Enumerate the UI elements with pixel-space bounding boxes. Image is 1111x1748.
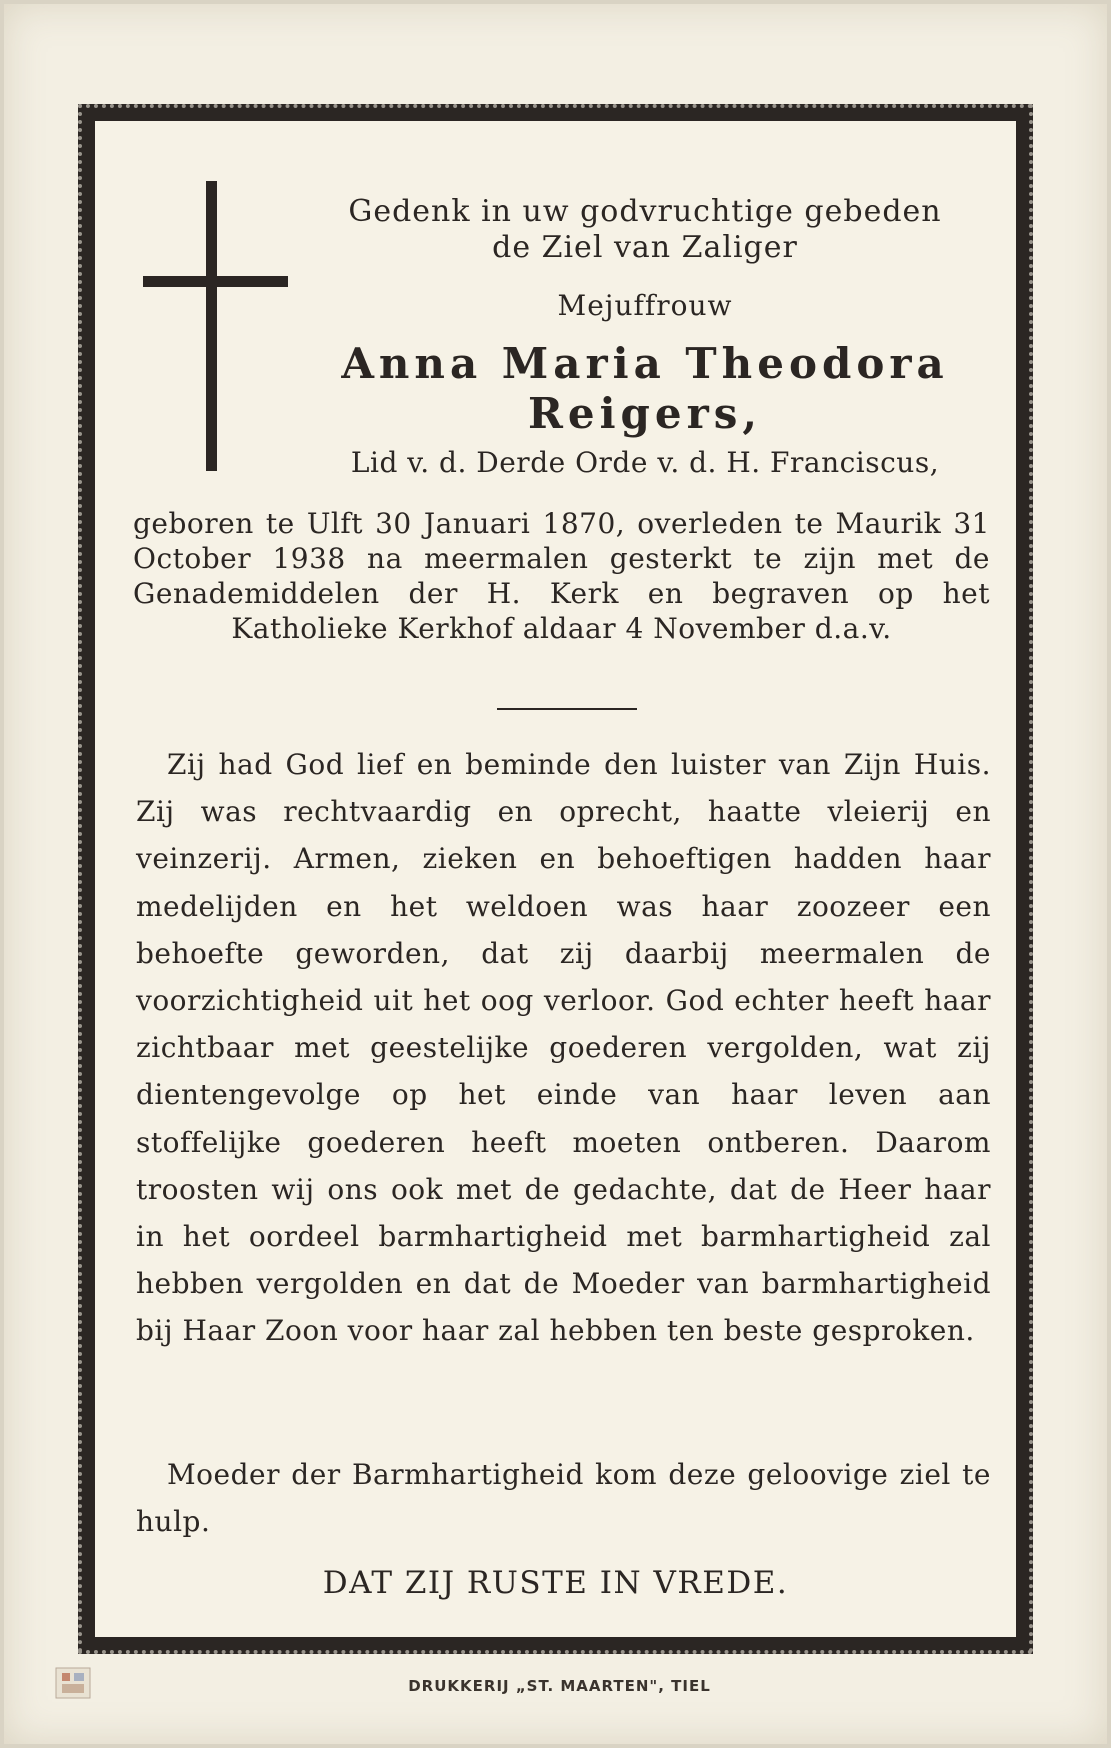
intro-line-2: de Ziel van Zaliger bbox=[492, 230, 798, 265]
cross-icon bbox=[143, 181, 288, 471]
membership: Lid v. d. Derde Orde v. d. H. Franciscus, bbox=[350, 446, 940, 479]
deceased-surname: Reigers, bbox=[527, 389, 763, 438]
title: Mejuffrouw bbox=[557, 289, 733, 322]
prayer: Moeder der Barmhartigheid kom deze geloovige ziel te hulp. bbox=[136, 1458, 991, 1539]
divider bbox=[497, 708, 637, 710]
printer-credit: DRUKKERIJ „ST. MAARTEN", TIEL bbox=[408, 1677, 711, 1695]
intro-line-1: Gedenk in uw godvruchtige gebeden bbox=[348, 194, 942, 229]
life-details: geboren te Ulft 30 Januari 1870, overleden te Maurik 31 October 1938 na meermalen gesterkt te zijn met de Genademiddelen der H. Kerk en begraven op het Katholieke Kerkhof aldaar 4 November d.a.v. bbox=[133, 507, 990, 645]
memorial-card bbox=[4, 4, 1107, 1744]
black-border-frame bbox=[78, 104, 1033, 1654]
deceased-name: Anna Maria Theodora bbox=[341, 339, 949, 388]
closing-line: DAT ZIJ RUSTE IN VREDE. bbox=[322, 1565, 789, 1601]
biography: Zij had God lief en beminde den luister van Zijn Huis. Zij was rechtvaardig en oprecht, haatte vleierij en veinzerij. Armen, zieken en behoeftigen hadden haar medelijden en het weldoen was haar zoozeer een behoefte geworden, dat zij daarbij meermalen de voorzichtigheid uit het oog verloor. God echter heeft haar zichtbaar met geestelijke goederen vergolden, wat zij dientengevolge op het einde van haar leven aan stoffelijke goederen heeft moeten ontberen. Daarom troosten wij ons ook met de gedachte, dat de Heer haar in het oordeel barmhartigheid met barmhartigheid zal hebben vergolden en dat de Moeder van barmhartigheid bij Haar Zoon voor haar zal hebben ten beste gesproken. bbox=[136, 748, 991, 1348]
